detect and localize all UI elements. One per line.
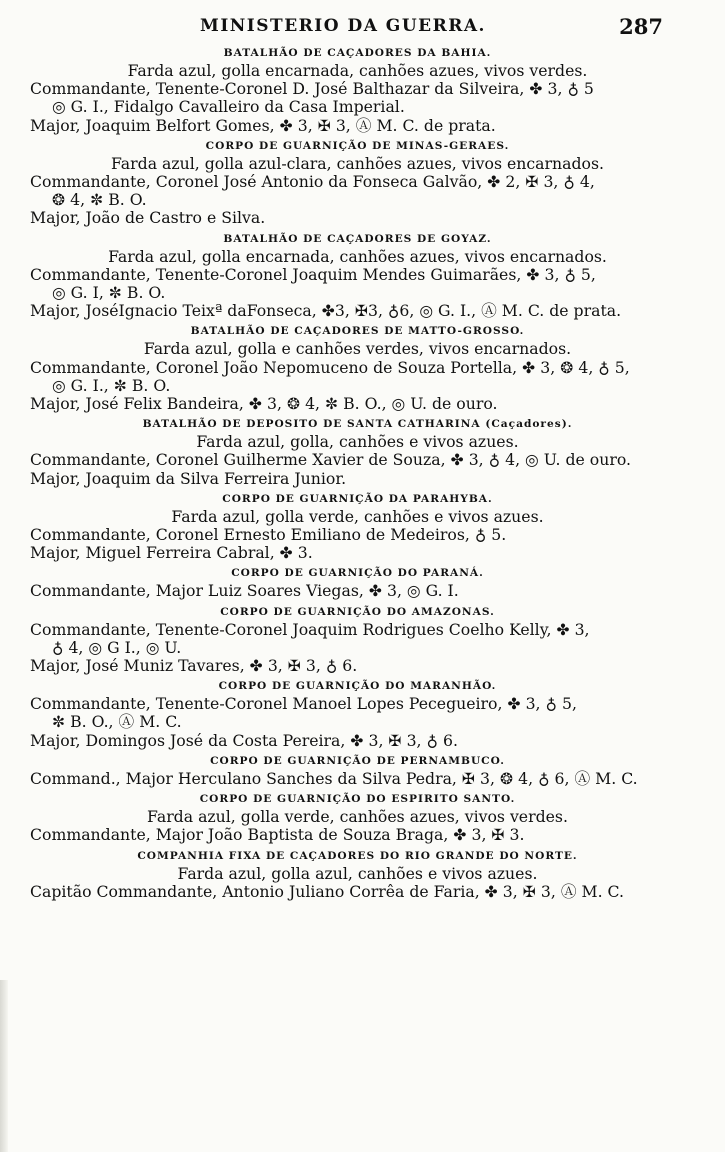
commander-line: Commandante, Coronel Ernesto Emiliano de Medeiros, ♁ 5. [30, 525, 507, 545]
major-line: Major, JoséIgnacio Teixª daFonseca, ✤3, ✠3, ♁6, ◎ G. I., Ⓐ M. C. de prata. [30, 301, 622, 321]
commander-line: Commandante, Tenente-Coronel Joaquim Rodrigues Coelho Kelly, ✤ 3, [30, 619, 590, 639]
commander-line: Commandante, Coronel João Nepomuceno de Souza Portella, ✤ 3, ❂ 4, ♁ 5, [30, 357, 630, 377]
continuation-line: ◎ G. I., ✼ B. O. [52, 375, 171, 395]
uniform-line: Farda azul, golla, canhões e vivos azues. [196, 432, 519, 452]
major-line: Major, Miguel Ferreira Cabral, ✤ 3. [30, 543, 313, 563]
continuation-line: ◎ G. I, ✼ B. O. [52, 283, 166, 303]
commander-line: Commandante, Tenente-Coronel Manoel Lopes Pecegueiro, ✤ 3, ♁ 5, [30, 694, 577, 714]
commander-line: Commandante, Tenente-Coronel Joaquim Mendes Guimarães, ✤ 3, ♁ 5, [30, 264, 596, 284]
commander-line: Capitão Commandante, Antonio Juliano Corrêa de Faria, ✤ 3, ✠ 3, Ⓐ M. C. [30, 881, 624, 901]
major-line: Major, José Muniz Tavares, ✤ 3, ✠ 3, ♁ 6. [30, 656, 358, 676]
section-heading: CORPO DE GUARNIÇÃO DE MINAS-GERAES. [205, 139, 510, 152]
major-line: Major, Domingos José da Costa Pereira, ✤ 3, ✠ 3, ♁ 6. [30, 730, 458, 750]
document-body [30, 42, 685, 901]
major-line: Major, Joaquim da Silva Ferreira Junior. [30, 468, 347, 488]
major-line: Major, João de Castro e Silva. [30, 208, 266, 228]
commander-line: Commandante, Tenente-Coronel D. José Balthazar da Silveira, ✤ 3, ♁ 5 [30, 79, 594, 99]
uniform-line: Farda azul, golla encarnada, canhões azues, vivos encarnados. [108, 246, 607, 266]
commander-line: Commandante, Major Luiz Soares Viegas, ✤ 3, ◎ G. I. [30, 581, 459, 601]
section-heading: CORPO DE GUARNIÇÃO DE PERNAMBUCO. [210, 754, 505, 767]
major-line: Major, Joaquim Belfort Gomes, ✤ 3, ✠ 3, Ⓐ M. C. de prata. [30, 115, 496, 135]
section-heading: CORPO DE GUARNIÇÃO DA PARAHYBA. [222, 492, 493, 505]
continuation-line: ❂ 4, ✼ B. O. [52, 190, 147, 210]
uniform-line: Farda azul, golla azul, canhões e vivos azues. [177, 863, 538, 883]
major-line: Major, José Felix Bandeira, ✤ 3, ❂ 4, ✼ B. O., ◎ U. de ouro. [30, 394, 498, 414]
uniform-line: Farda azul, golla encarnada, canhões azues, vivos verdes. [127, 61, 588, 80]
section-heading: BATALHÃO DE CAÇADORES DE GOYAZ. [223, 232, 492, 245]
uniform-line: Farda azul, golla verde, canhões azues, vivos verdes. [147, 807, 568, 827]
section-heading: BATALHÃO DE DEPOSITO DE SANTA CATHARINA (Caçadores). [142, 418, 573, 431]
continuation-line: ✼ B. O., Ⓐ M. C. [52, 712, 182, 732]
uniform-line: Farda azul, golla e canhões verdes, vivos encarnados. [143, 339, 572, 359]
commander-line: Command., Major Herculano Sanches da Silva Pedra, ✠ 3, ❂ 4, ♁ 6, Ⓐ M. C. [30, 768, 638, 788]
uniform-line: Farda azul, golla azul-clara, canhões azues, vivos encarnados. [110, 153, 604, 173]
commander-line: Commandante, Major João Baptista de Souza Braga, ✤ 3, ✠ 3. [30, 825, 525, 845]
section-heading: CORPO DE GUARNIÇÃO DO AMAZONAS. [220, 605, 495, 618]
commander-line: Commandante, Coronel Guilherme Xavier de Souza, ✤ 3, ♁ 4, ◎ U. de ouro. [30, 450, 632, 470]
section-heading: CORPO DE GUARNIÇÃO DO PARANÁ. [231, 567, 484, 580]
page-edge-shadow [0, 980, 8, 1152]
uniform-line: Farda azul, golla verde, canhões e vivos azues. [171, 506, 544, 526]
section-heading: BATALHÃO DE CAÇADORES DA BAHIA. [223, 47, 492, 59]
continuation-line: ◎ G. I., Fidalgo Cavalleiro da Casa Imperial. [52, 97, 405, 117]
section-heading: COMPANHIA FIXA DE CAÇADORES DO RIO GRANDE DO NORTE. [137, 849, 578, 862]
section-heading: BATALHÃO DE CAÇADORES DE MATTO-GROSSO. [190, 325, 525, 338]
section-heading: CORPO DE GUARNIÇÃO DO ESPIRITO SANTO. [199, 793, 516, 806]
page-number: 287 [619, 14, 663, 39]
commander-line: Commandante, Coronel José Antonio da Fonseca Galvão, ✤ 2, ✠ 3, ♁ 4, [30, 172, 595, 192]
page-header [0, 14, 725, 44]
running-head: MINISTERIO DA GUERRA. [200, 16, 486, 36]
continuation-line: ♁ 4, ◎ G I., ◎ U. [52, 637, 182, 657]
section-heading: CORPO DE GUARNIÇÃO DO MARANHÃO. [218, 680, 497, 693]
